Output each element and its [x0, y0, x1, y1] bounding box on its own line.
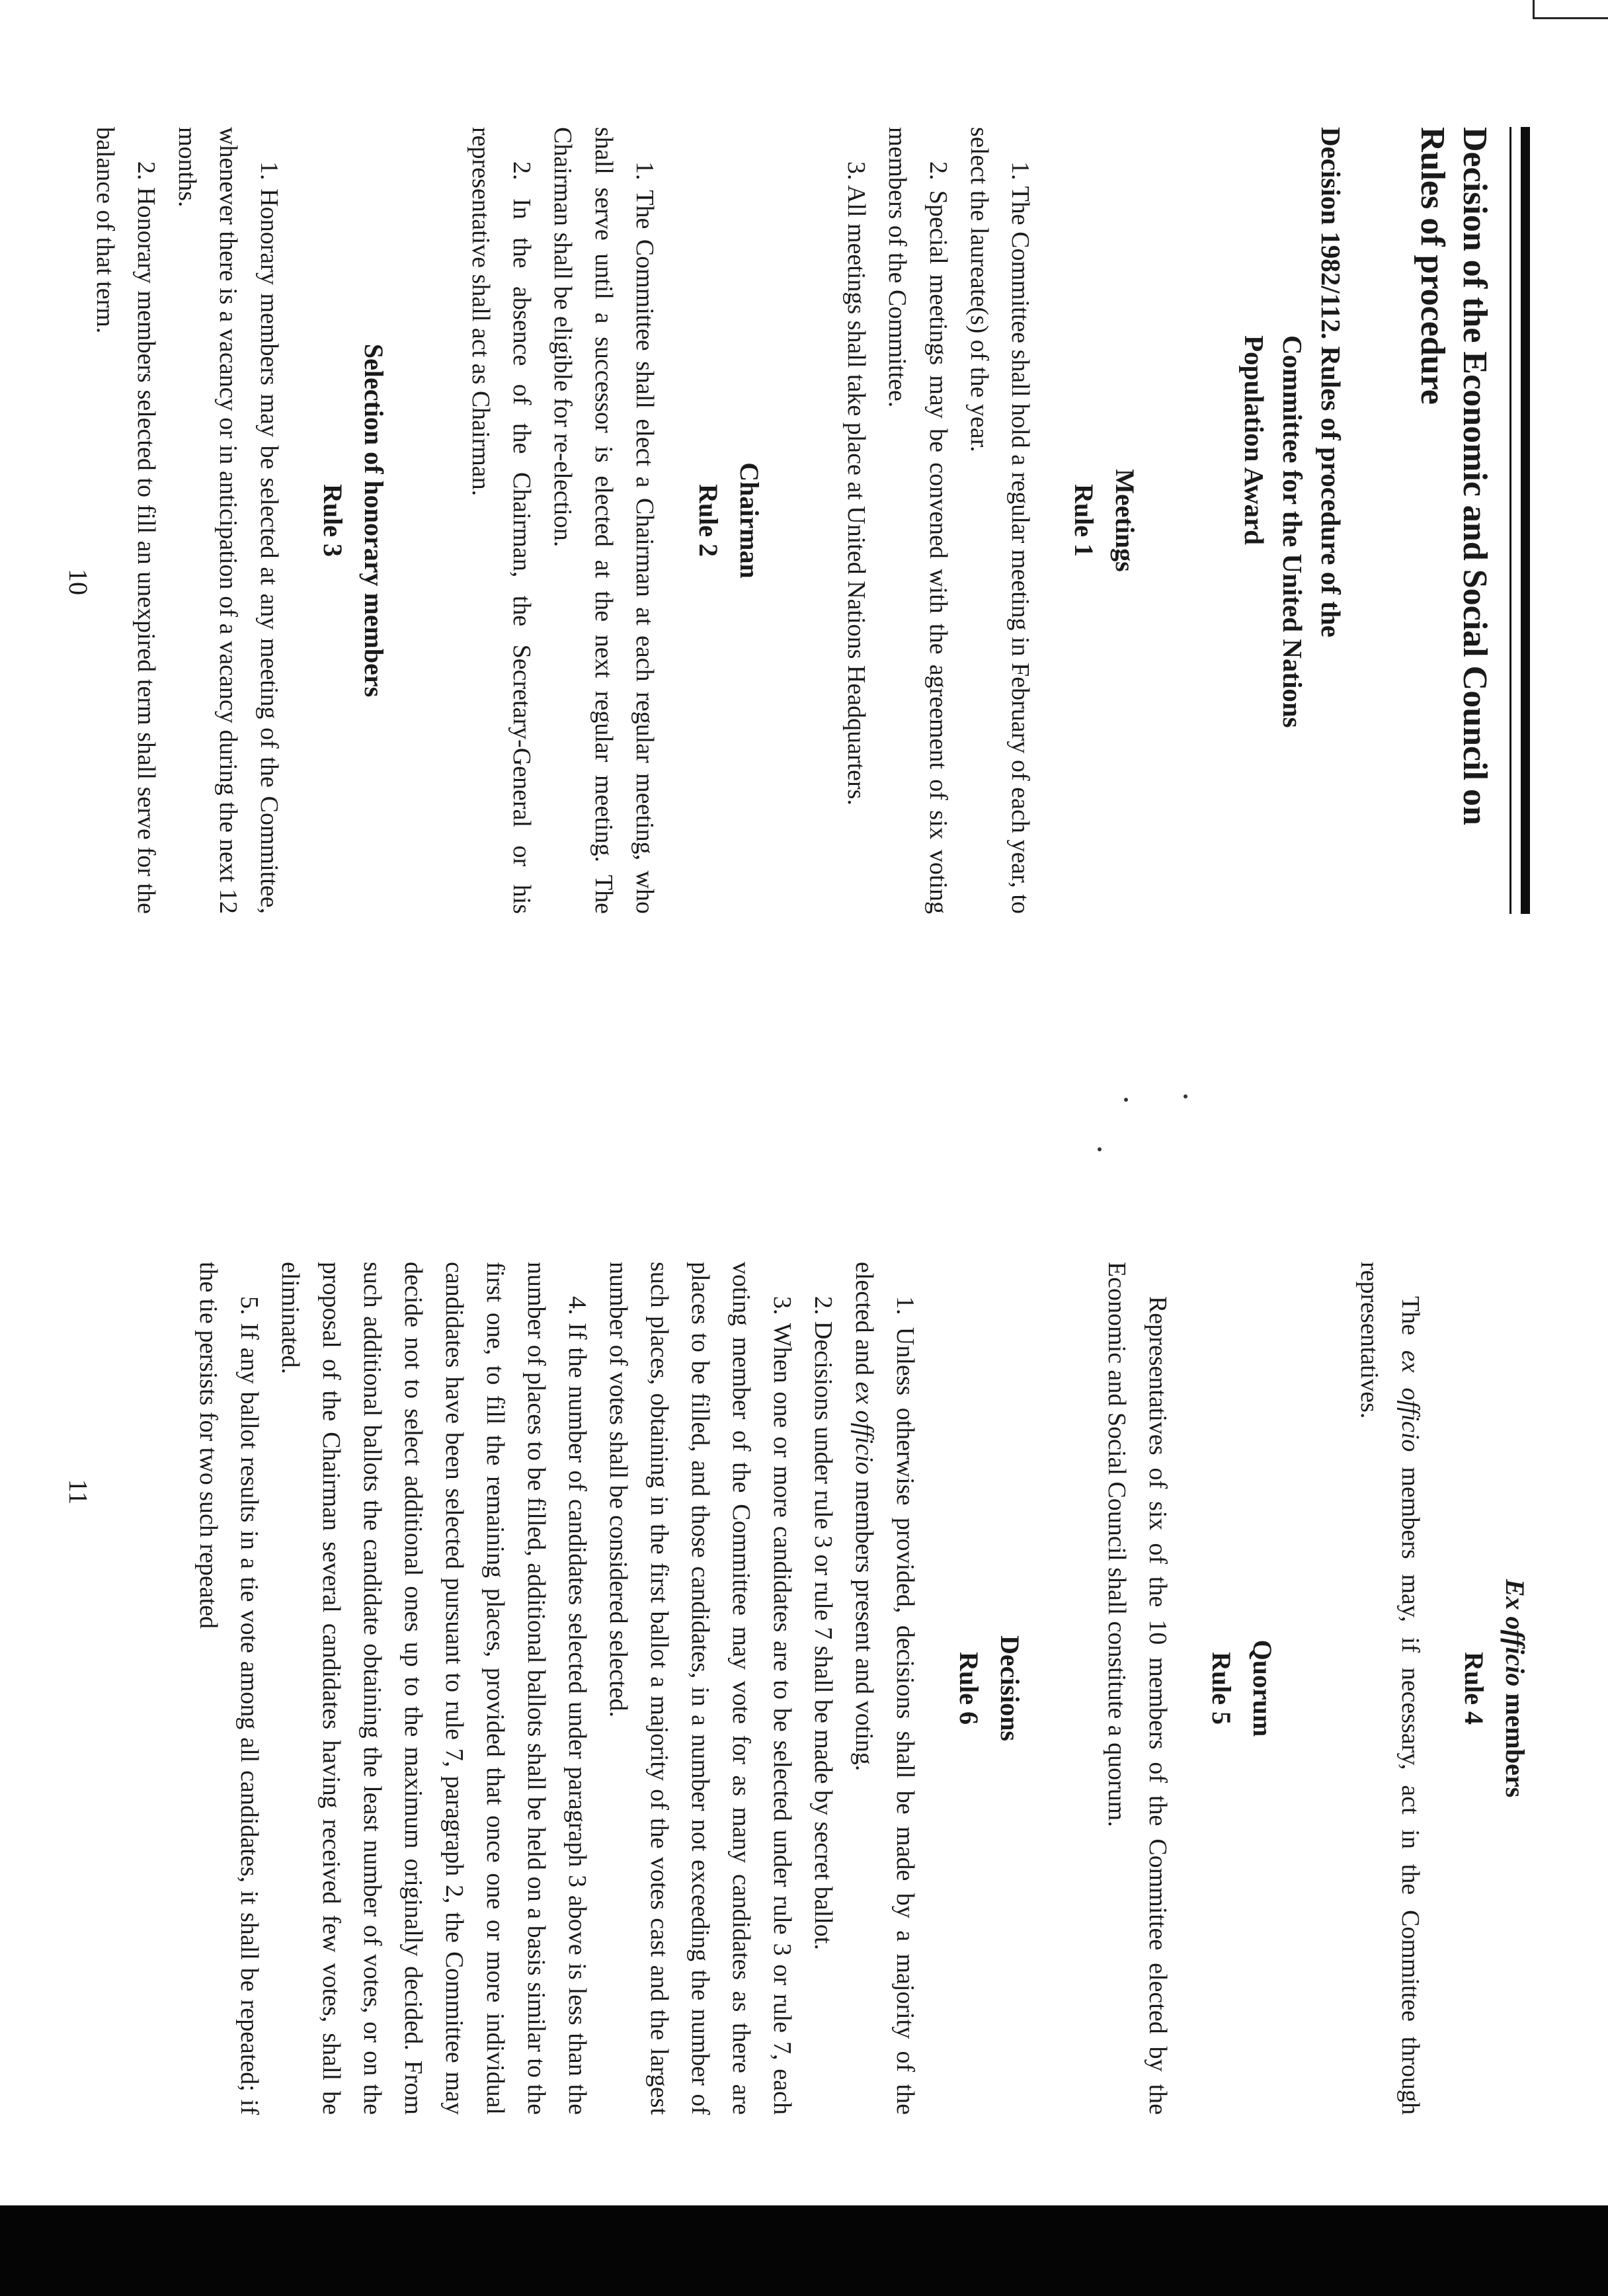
rule-label: Rule 6 [954, 1652, 984, 1725]
section-decisions [188, 1262, 1030, 2115]
scan-speck [1184, 1094, 1187, 1098]
left-page-body [85, 127, 1145, 914]
paragraph: 2. In the absence of the Chairman, the Secretary-General or his representative shall act as Chairman. [467, 127, 536, 914]
header-rule-thin [1509, 127, 1511, 914]
decision-number: Decision 1982/112. [1316, 127, 1346, 340]
scan-speck [1124, 1098, 1128, 1102]
section-chairman [460, 127, 770, 914]
page-number: 11 [63, 1479, 93, 1505]
paragraph: 2. Special meetings may be convened with the agreement of six voting members of the Committee. [883, 127, 952, 914]
section-heading: Chairman [735, 462, 764, 579]
scan-speck [1098, 1147, 1102, 1151]
italic-term: ex officio [850, 1381, 878, 1475]
paragraph: 2. Honorary members selected to fill an unexpired term shall serve for the balance of that term. [91, 127, 160, 914]
rule-label: Rule 3 [318, 484, 348, 557]
page-11 [0, 1148, 1608, 2296]
paragraph: 3. When one or more candidates are to be selected under rule 3 or rule 7, each voting member of the Committee may vote for as many candidates as there are places to be filled, and those candidates, in a number not exceeding the number of such places, obtaining in the first ballot a majority of the votes cast and the largest number of votes shall be considered selected. [604, 1262, 796, 2115]
section-meetings [836, 127, 1145, 914]
section-heading: Meetings [1110, 469, 1140, 572]
section-ex-officio-members [1349, 1262, 1535, 2115]
paragraph: 3. All meetings shall take place at United Nations Headquarters. [842, 161, 870, 805]
paragraph: The ex officio members may, if necessary, act in the Committee through representatives. [1355, 1262, 1424, 2115]
section-heading-italic: Ex officio [1500, 1578, 1530, 1687]
section-heading: Quorum [1248, 1639, 1277, 1737]
decision-title-line-2: Committee for the United Nations [1277, 335, 1308, 728]
paragraph: 1. The Committee shall elect a Chairman at each regular meeting, who shall serve until a successor is elected at the next regular meeting. The Chairman shall be eligible for re-election. [549, 127, 659, 914]
header-rule-thick [1521, 127, 1530, 914]
paragraph: 1. The Committee shall hold a regular meeting in February of each year, to select the laureate(s) of the year. [965, 127, 1034, 914]
paragraph: 1. Honorary members may be selected at any meeting of the Committee, whenever there is a vacancy or in anticipation of a vacancy during the next 12 months. [173, 127, 283, 914]
paragraph: Representatives of six of the 10 members of the Committee elected by the Economic and Social Council shall constitute a quorum. [1103, 1262, 1172, 2115]
decision-heading [1235, 127, 1350, 914]
section-heading: Decisions [995, 1635, 1025, 1741]
rule-label: Rule 5 [1207, 1652, 1236, 1725]
right-page-body [188, 1262, 1535, 2115]
document-title: Decision of the Economic and Social Council on Rules of procedure [1414, 127, 1494, 825]
rule-label: Rule 2 [694, 484, 723, 557]
section-quorum [1096, 1262, 1283, 2115]
section-honorary-members [85, 127, 394, 914]
page-number: 10 [63, 569, 93, 595]
decision-title-line-3: Population Award [1239, 335, 1269, 546]
paragraph: 1. Unless otherwise provided, decisions shall be made by a majority of the elected and ex officio members present and voting. [850, 1262, 919, 2115]
section-heading-rest: members [1500, 1686, 1530, 1798]
section-heading [1494, 1262, 1535, 2115]
paragraph: 4. If the number of candidates selected under paragraph 3 above is less than the number of places to be filled, additional ballots shall be held on a basis similar to the first one, to fill the remaining places, provided that once one or more individual candidates have been selected pursuant to rule 7, paragraph 2, the Committee may decide not to select additional ones up to the maximum originally decided. From such additional ballots the candidate obtaining the least number of votes, or on the proposal of the Chairman several candidates having received few votes, shall be eliminated. [276, 1262, 591, 2115]
section-heading: Selection of honorary members [359, 343, 389, 698]
paragraph: 2. Decisions under rule 3 or rule 7 shall be made by secret ballot. [809, 1296, 837, 1950]
decision-title-line-1: Rules of procedure of the [1316, 346, 1346, 637]
italic-term: ex officio [1396, 1350, 1424, 1452]
paragraph: 5. If any ballot results in a tie vote among all candidates, it shall be repeated; if the tie persists for two such repeated [194, 1262, 263, 2115]
rule-label: Rule 4 [1459, 1652, 1489, 1725]
rule-label: Rule 1 [1069, 484, 1099, 557]
